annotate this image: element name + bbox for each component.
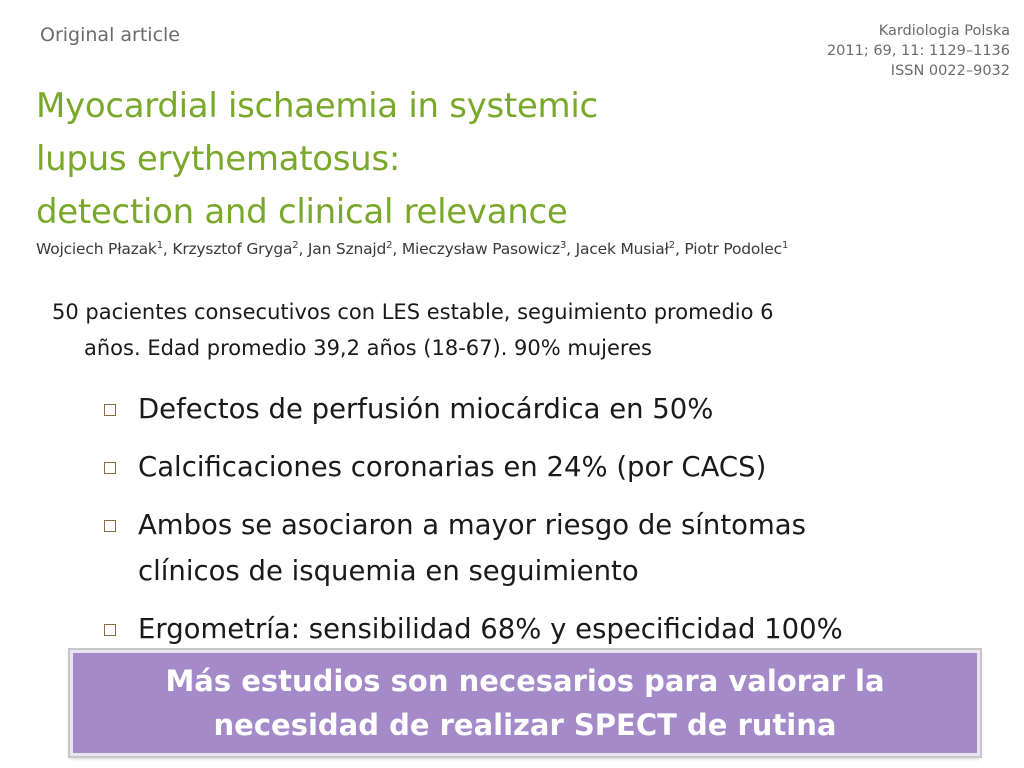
list-item [104,606,1004,652]
list-item [104,386,1004,432]
journal-name: Kardiologia Polska [878,23,1010,39]
list-item-text: Calcificaciones coronarias en 24% (por CACS) [138,451,767,483]
intro-line: años. Edad promedio 39,2 años (18-67). 90% mujeres [84,336,652,360]
journal-volume: 2011; 69, 11: 1129–1136 [826,43,1010,59]
intro-text [52,294,972,366]
square-bullet-icon [104,462,116,474]
article-title-line: detection and clinical relevance [36,192,568,232]
list-item [104,502,1004,594]
author-name: Mieczysław Pasowicz [401,240,560,258]
author-name: Krzysztof Gryga [172,240,293,258]
author-affiliation: 1 [781,240,789,251]
conclusion-callout [70,650,980,756]
square-bullet-icon [104,624,116,636]
author-name: Jan Sznajd [307,240,387,258]
author-separator: , [298,240,308,258]
author-affiliation: 2 [292,240,299,251]
author-name: Wojciech Płazak [36,240,157,258]
author-affiliation: 2 [668,240,675,251]
callout-line: Más estudios son necesarios para valorar la [165,664,885,698]
journal-citation [827,21,1010,81]
article-title-line: lupus erythematosus: [36,139,400,179]
author-name: Piotr Podolec [684,240,782,258]
square-bullet-icon [104,404,116,416]
intro-line: 50 pacientes consecutivos con LES estable, seguimiento promedio 6 [52,300,774,324]
finding-list [104,386,1004,664]
article-title-line: Myocardial ischaemia in systemic [36,86,598,126]
author-affiliation: 2 [386,240,393,251]
list-item-text: Defectos de perfusión miocárdica en 50% [138,393,714,425]
author-name: Jacek Musiał [575,240,669,258]
article-title [36,80,816,239]
author-separator: , [392,240,402,258]
author-separator: , [674,240,685,258]
callout-line: necesidad de realizar SPECT de rutina [213,708,837,742]
list-item [104,444,1004,490]
list-item-text-continued: clínicos de isquemia en seguimiento [138,555,639,587]
author-list [36,240,1016,258]
list-item-text: Ergometría: sensibilidad 68% y especificidad 100% [138,613,843,645]
author-separator: , [566,240,576,258]
author-separator: , [162,240,173,258]
list-item-text: Ambos se asociaron a mayor riesgo de síntomas [138,509,806,541]
article-type-label: Original article [40,24,180,46]
author-affiliation: 1 [156,240,163,251]
square-bullet-icon [104,520,116,532]
journal-issn: ISSN 0022–9032 [890,63,1010,79]
author-affiliation: 3 [560,240,567,251]
